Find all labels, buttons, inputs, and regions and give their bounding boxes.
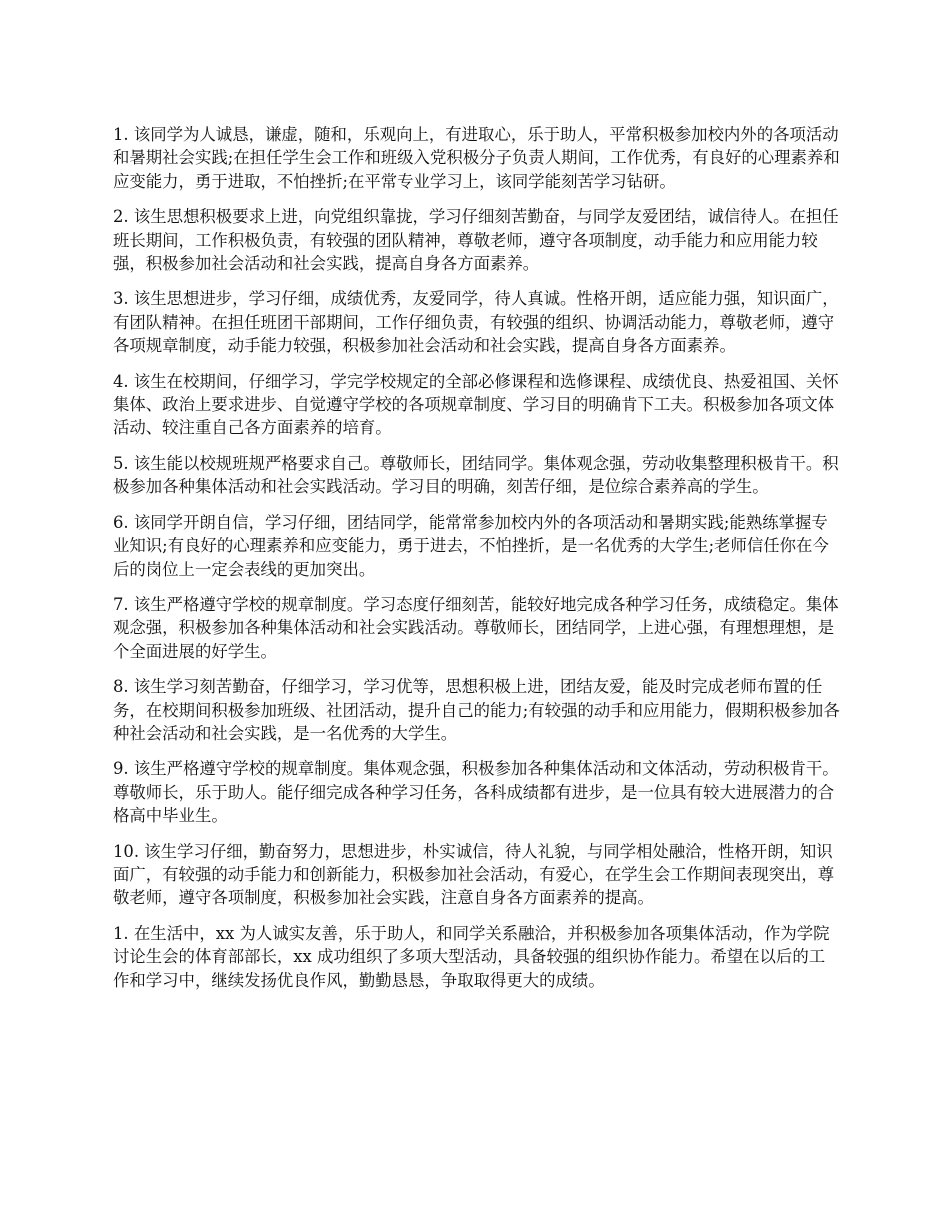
paragraph-7: 7. 该生严格遵守学校的规章制度。学习态度仔细刻苦，能较好地完成各种学习任务，成绩稳定。集体观念强，积极参加各种集体活动和社会实践活动。尊敬师长，团结同学，上进心强，有理想理想，是个全面进展的好学生。 bbox=[113, 594, 839, 661]
paragraph-2: 2. 该生思想积极要求上进，向党组织靠拢，学习仔细刻苦勤奋，与同学友爱团结，诚信待人。在担任班长期间，工作积极负责，有较强的团队精神，尊敬老师，遵守各项制度，动手能力和应用能力较强，积极参加社会活动和社会实践，提高自身各方面素养。 bbox=[113, 207, 839, 274]
paragraph-5: 5. 该生能以校规班规严格要求自己。尊敬师长，团结同学。集体观念强，劳动收集整理积极肯干。积极参加各种集体活动和社会实践活动。学习目的明确，刻苦仔细，是位综合素养高的学生。 bbox=[113, 453, 839, 497]
paragraph-4: 4. 该生在校期间，仔细学习，学完学校规定的全部必修课程和选修课程、成绩优良、热爱祖国、关怀集体、政治上要求进步、自觉遵守学校的各项规章制度、学习目的明确肯下工夫。积极参加各项文体活动、较注重自己各方面素养的培育。 bbox=[113, 371, 839, 438]
paragraph-11: 1. 在生活中，xx 为人诚实友善，乐于助人，和同学关系融洽，并积极参加各项集体活动，作为学院讨论生会的体育部部长，xx 成功组织了多项大型活动，具备较强的组织协作能力。希望在以后的工作和学习中，继续发扬优良作风，勤勤恳恳，争取取得更大的成绩。 bbox=[113, 923, 830, 990]
paragraph-9: 9. 该生严格遵守学校的规章制度。集体观念强，积极参加各种集体活动和文体活动，劳动积极肯干。尊敬师长，乐于助人。能仔细完成各种学习任务，各科成绩都有进步，是一位具有较大进展潜力的合格高中毕业生。 bbox=[113, 759, 839, 826]
paragraph-8: 8. 该生学习刻苦勤奋，仔细学习，学习优等，思想积极上进，团结友爱，能及时完成老师布置的任务，在校期间积极参加班级、社团活动，提升自己的能力;有较强的动手和应用能力，假期积极参加各种社会活动和社会实践，是一名优秀的大学生。 bbox=[113, 677, 840, 743]
paragraph-10: 10. 该生学习仔细，勤奋努力，思想进步，朴实诚信，待人礼貌，与同学相处融洽，性格开朗，知识面广，有较强的动手能力和创新能力，积极参加社会活动，有爱心，在学生会工作期间表现突出，尊敬老师，遵守各项制度，积极参加社会实践，注意自身各方面素养的提高。 bbox=[113, 841, 835, 908]
paragraph-3: 3. 该生思想进步，学习仔细，成绩优秀，友爱同学，待人真诚。性格开朗，适应能力强，知识面广，有团队精神。在担任班团干部期间，工作仔细负责，有较强的组织、协调活动能力，尊敬老师，遵守各项规章制度，动手能力较强，积极参加社会活动和社会实践，提高自身各方面素养。 bbox=[113, 289, 839, 356]
paragraph-6: 6. 该同学开朗自信，学习仔细，团结同学，能常常参加校内外的各项活动和暑期实践;能熟练掌握专业知识;有良好的心理素养和应变能力，勇于进去，不怕挫折，是一名优秀的大学生;老师信任你在今后的岗位上一定会表线的更加突出。 bbox=[113, 512, 829, 579]
paragraph-1: 1. 该同学为人诚恳，谦虚，随和，乐观向上，有进取心，乐于助人，平常积极参加校内外的各项活动和暑期社会实践;在担任学生会工作和班级入党积极分子负责人期间，工作优秀，有良好的心理素养和应变能力，勇于进取，不怕挫折;在平常专业学习上，该同学能刻苦学习钻研。 bbox=[113, 125, 840, 191]
document-body bbox=[113, 123, 841, 1004]
